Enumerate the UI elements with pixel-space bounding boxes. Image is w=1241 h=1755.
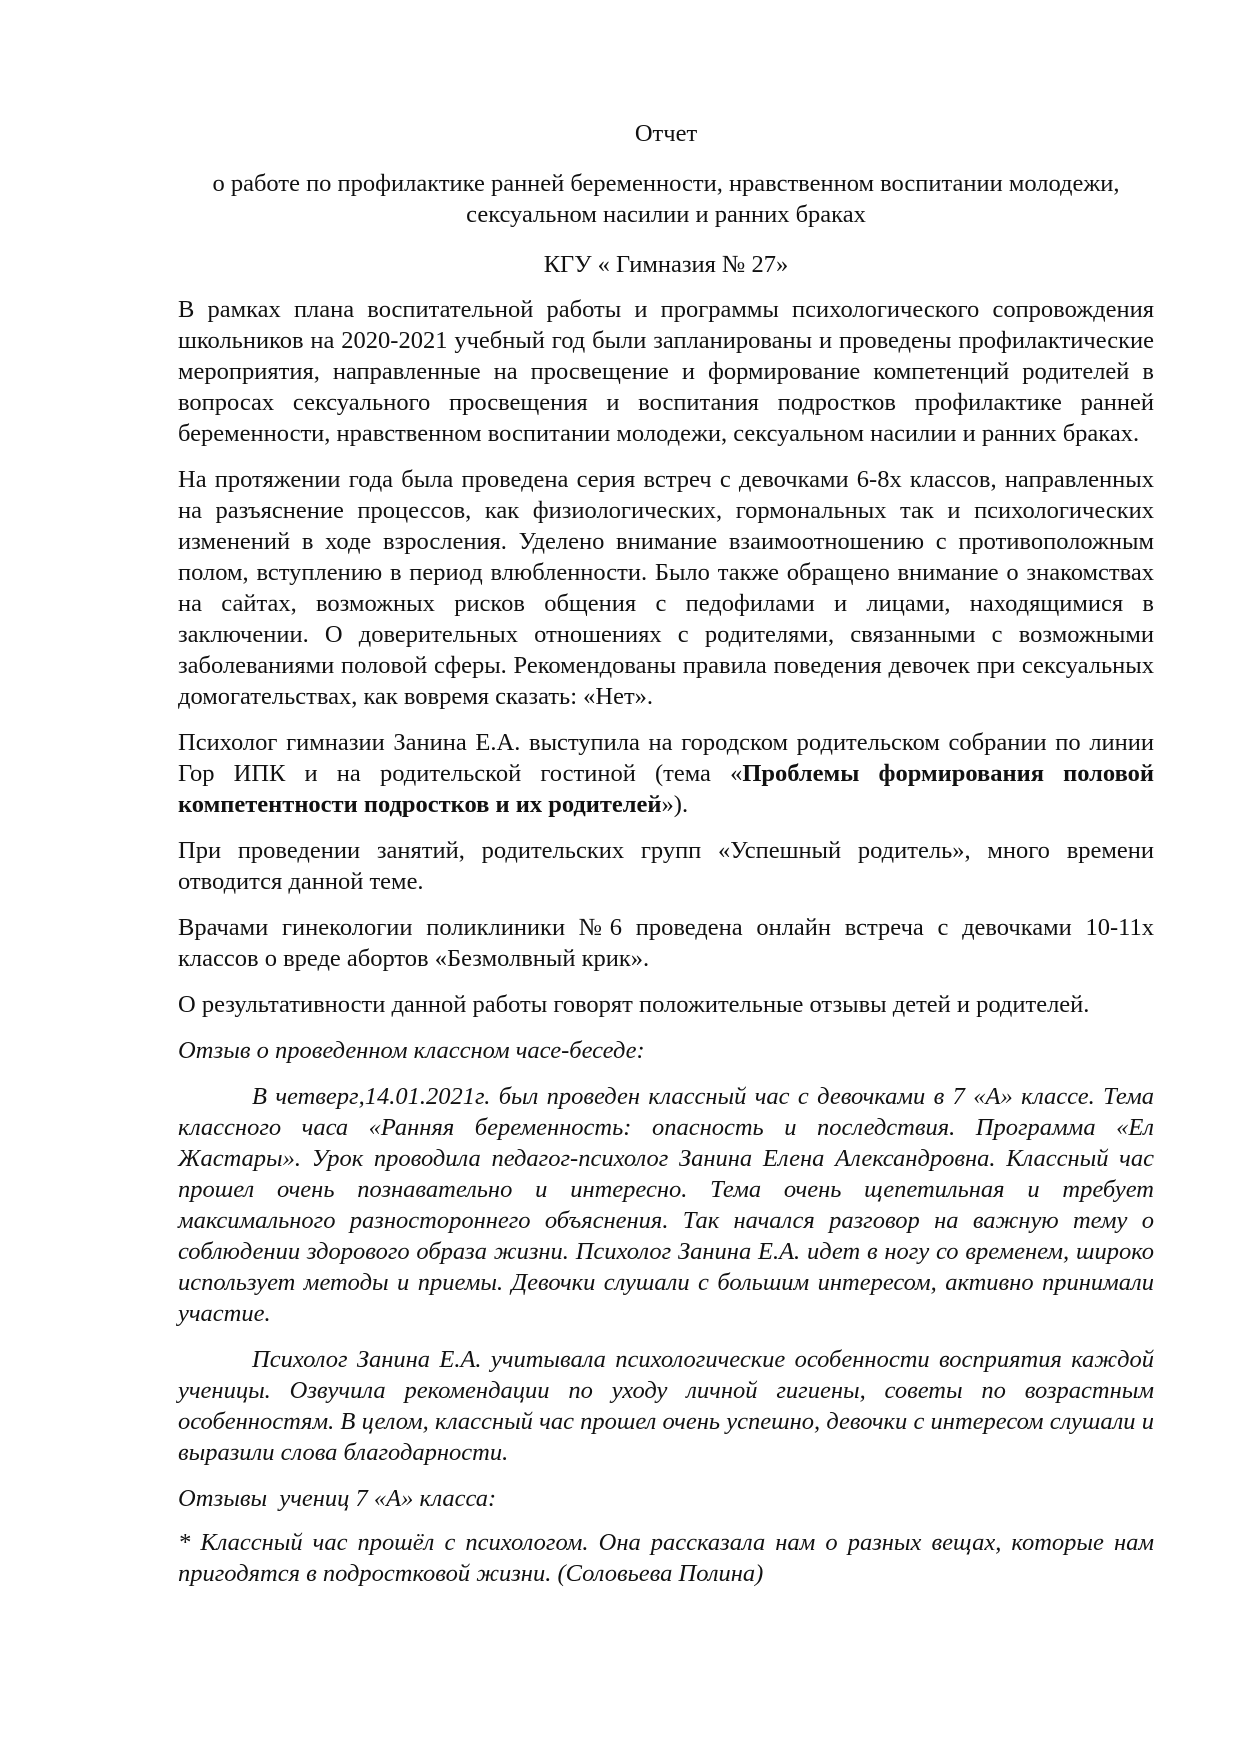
document-subtitle [178, 168, 1154, 230]
feedback-review-2: Психолог Занина Е.А. учитывала психологические особенности восприятия каждой ученицы. Озвучила рекомендации по уходу личной гигиены, советы по возрастным особенностям. В целом, классный час прошел очень успешно, девочки с интересом слушали и выразили слова благодарности. [178, 1346, 1154, 1466]
paragraph-plan: В рамках плана воспитательной работы и программы психологического сопровождения школьников на 2020-2021 учебный год были запланированы и проведены профилактические мероприятия, направленные на просвещение и формирование компетенций родителей в вопросах сексуального просвещения и воспитания подростков профилактике ранней беременности, нравственном воспитании молодежи, сексуальном насилии и ранних браках. [178, 296, 1154, 447]
paragraph-parent-groups: При проведении занятий, родительских групп «Успешный родитель», много времени отводится данной теме. [178, 837, 1154, 895]
paragraph-gynecology: Врачами гинекологии поликлиники №6 проведена онлайн встреча с девочками 10-11х классов о вреде абортов «Безмолвный крик». [178, 914, 1154, 972]
subtitle-line-1: о работе по профилактике ранней беременности, нравственном воспитании молодежи, [212, 170, 1120, 197]
paragraph-psychologist-text-start: Психолог гимназии Занина Е.А. выступила на городском родительском собрании по линии Гор ИПК и на родительской гостиной (тема « [178, 729, 1154, 787]
paragraph-psychologist-topic: Проблемы формирования половой компетентности подростков и их родителей [178, 760, 1154, 818]
paragraph-meetings: На протяжении года была проведена серия встреч с девочками 6-8х классов, направленных на разъяснение процессов, как физиологических, гормональных так и психологических изменений в ходе взросления. Уделено внимание взаимоотношению с противоположным полом, вступлению в период влюбленности. Было также обращено внимание о знакомствах на сайтах, возможных рисков общения с педофилами и лицами, находящимися в заключении. О доверительных отношениях с родителями, связанными с возможными заболеваниями половой сферы. Рекомендованы правила поведения девочек при сексуальных домогательствах, как вовремя сказать: «Нет». [178, 466, 1154, 710]
document-content [178, 118, 1154, 1604]
feedback-heading: Отзыв о проведенном классном часе-беседе: [178, 1037, 645, 1064]
paragraph-results: О результативности данной работы говорят положительные отзывы детей и родителей. [178, 991, 1090, 1018]
paragraph-psychologist-speech [178, 727, 1154, 820]
feedback-review-1: В четверг,14.01.2021г. был проведен классный час с девочками в 7 «А» классе. Тема классного часа «Ранняя беременность: опасность и последствия. Программа «Ел Жастары». Урок проводила педагог-психолог Занина Елена Александровна. Классный час прошел очень познавательно и интересно. Тема очень щепетильная и требует максимального разностороннего объяснения. Так начался разговор на важную тему о соблюдении здорового образа жизни. Психолог Занина Е.А. идет в ногу со временем, широко использует методы и приемы. Девочки слушали с большим интересом, активно принимали участие. [178, 1083, 1154, 1327]
subtitle-line-2: сексуальном насилии и ранних браках [466, 201, 866, 228]
student-review-1: * Классный час прошёл с психологом. Она рассказала нам о разных вещах, которые нам пригодятся в подростковой жизни. (Соловьева Полина) [178, 1529, 1154, 1587]
students-feedback-heading: Отзывы учениц 7 «А» класса: [178, 1485, 497, 1512]
organization-name: КГУ « Гимназия № 27» [543, 251, 789, 278]
document-title: Отчет [634, 120, 698, 147]
paragraph-psychologist-text-end: »). [661, 791, 689, 818]
